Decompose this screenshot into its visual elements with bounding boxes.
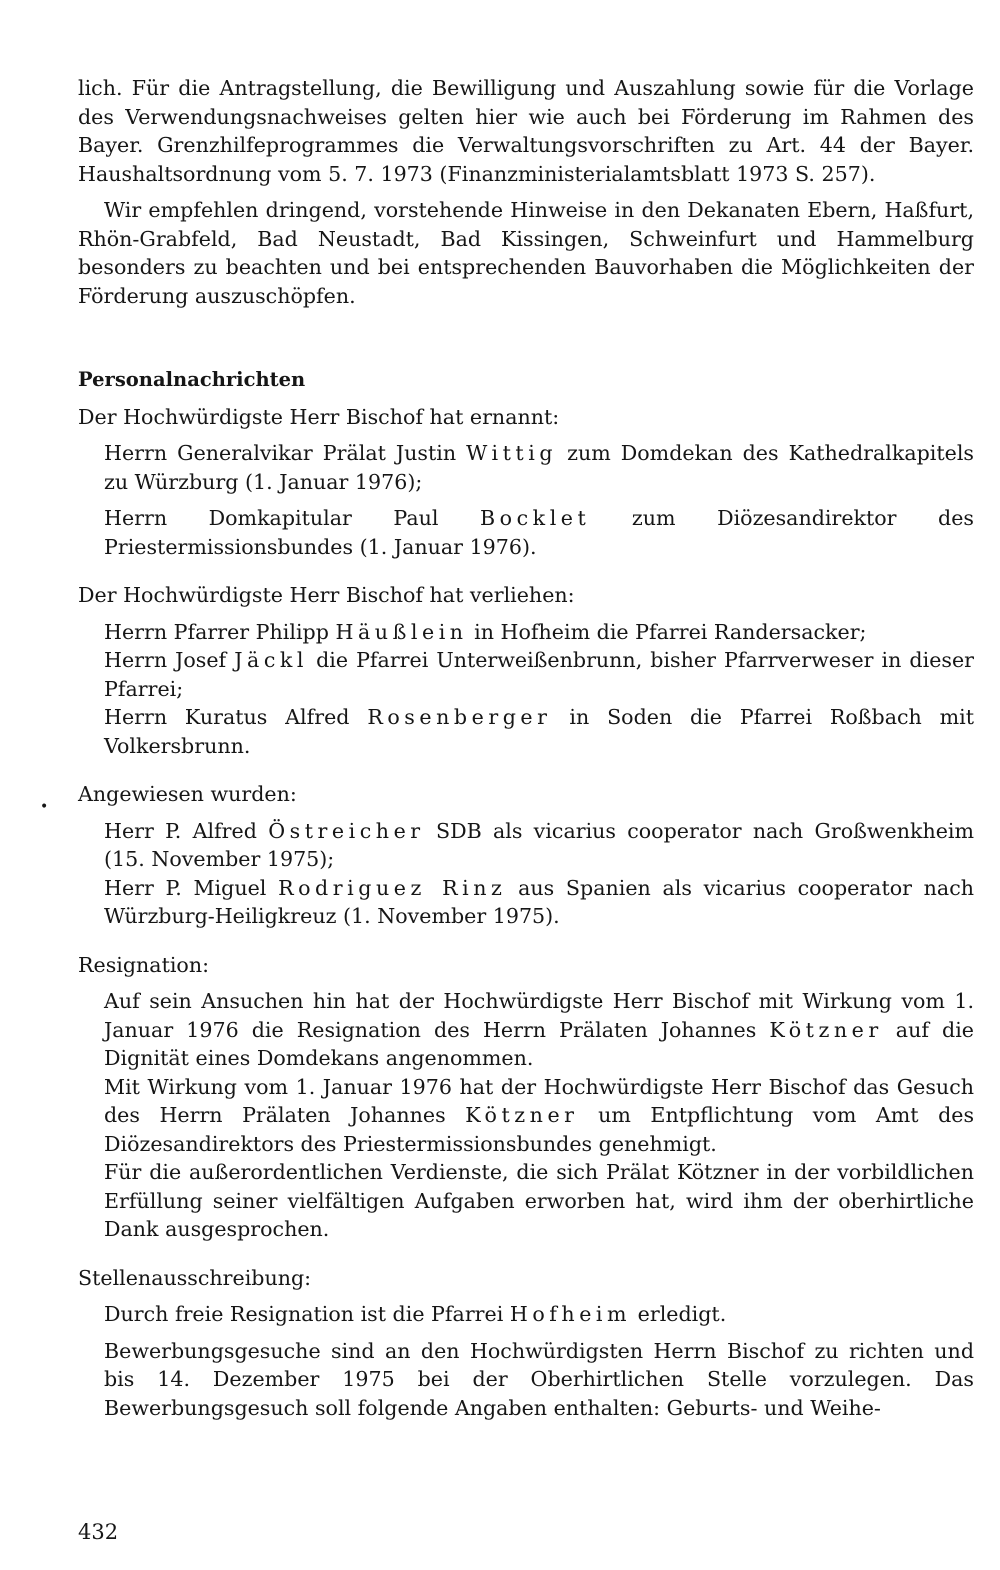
verliehen-label: Der Hochwürdigste Herr Bischof hat verliehen: <box>78 583 575 607</box>
entry-text: in Hofheim die Pfarrei Randersacker; <box>474 619 867 644</box>
resignation-entry-1 <box>104 987 974 1073</box>
entry-text: Durch freie Resignation ist die Pfarrei <box>104 1302 504 1326</box>
person-name: Bocklet <box>480 506 591 530</box>
resignation-label: Resignation: <box>78 952 210 977</box>
entry-text: die Pfarrei Unterweißenbrunn, bisher Pfarrverweser in dieser Pfarrei; <box>104 648 974 701</box>
stellen-entry-1 <box>104 1300 974 1329</box>
section-heading-personalnachrichten: Personalnachrichten <box>78 368 306 391</box>
angewiesen-entry-1 <box>104 817 974 874</box>
person-name: Jäckl <box>234 648 309 672</box>
person-name: Wittig <box>466 441 558 465</box>
document-page <box>78 74 974 1422</box>
entry-text: Mit Wirkung vom 1. Januar 1976 hat der Hochwürdigste Herr Bischof das Gesuch des Herrn Prälaten Johannes <box>104 1074 974 1127</box>
continuation-paragraph-2: Wir empfehlen dringend, vorstehende Hinweise in den Dekanaten Ebern, Haßfurt, Rhön-Grabfeld, Bad Neustadt, Bad Kissingen, Schweinfurt und Hammelburg besonders zu beachten und bei entsprechenden Bauvorhaben die Möglichkeiten der Förderung auszuschöpfen. <box>78 198 974 308</box>
entry-text: auf die Dignität eines Domdekans angenommen. <box>104 1017 974 1070</box>
entry-text: um Entpflichtung vom Amt des Diözesandirektors des Priestermissionsbundes genehmigt. <box>104 1103 975 1156</box>
person-name: Östreicher <box>268 818 425 843</box>
verliehen-entry-1 <box>104 618 974 647</box>
entry-text: zum Diözesandirektor des Priestermissionsbundes (1. Januar 1976). <box>104 506 974 559</box>
angewiesen-label: Angewiesen wurden: <box>78 782 297 806</box>
parish-name: Hofheim <box>509 1302 632 1326</box>
entry-text: Auf sein Ansuchen hin hat der Hochwürdigste Herr Bischof mit Wirkung vom 1. Januar 1976 die Resignation des Herrn Prälaten Johannes <box>104 989 974 1042</box>
entry-text: Herrn Pfarrer Philipp <box>104 619 329 644</box>
person-name: Rosenberger <box>367 705 552 729</box>
person-name: Kötzner <box>769 1017 883 1042</box>
verliehen-entry-3 <box>104 703 974 760</box>
stray-mark: • <box>40 799 49 815</box>
entry-text: zum Domdekan des Kathedralkapitels zu Würzburg (1. Januar 1976); <box>104 441 974 494</box>
entry-text: aus Spanien als vicarius cooperator nach Würzburg-Heiligkreuz (1. November 1975). <box>104 875 974 928</box>
entry-text: in Soden die Pfarrei Roßbach mit Volkersbrunn. <box>104 705 975 758</box>
entry-text: SDB als vicarius cooperator nach Großwenkheim (15. November 1975); <box>104 818 975 871</box>
ernannt-entry-1 <box>104 439 974 496</box>
entry-text: Herr P. Alfred <box>104 818 257 843</box>
person-name: Rodriguez Rinz <box>278 875 507 900</box>
entry-text: Herrn Generalvikar Prälat Justin <box>104 441 457 465</box>
entry-text: Herrn Josef <box>104 648 227 672</box>
entry-text: Herr P. Miguel <box>104 875 267 900</box>
page-number: 432 <box>78 1520 119 1544</box>
entry-text: Herrn Domkapitular Paul <box>104 506 439 530</box>
resignation-entry-3: Für die außerordentlichen Verdienste, die sich Prälat Kötzner in der vorbildlichen Erfüllung seiner vielfältigen Aufgaben erworben hat, wird ihm der oberhirtliche Dank ausgesprochen. <box>104 1160 974 1241</box>
person-name: Kötzner <box>465 1103 579 1127</box>
resignation-entry-2 <box>104 1073 974 1159</box>
person-name: Häußlein <box>335 619 468 644</box>
ernannt-entry-2 <box>104 504 974 561</box>
entry-text: erledigt. <box>637 1302 727 1326</box>
stellenausschreibung-label: Stellenausschreibung: <box>78 1265 312 1290</box>
verliehen-entry-2 <box>104 646 974 703</box>
entry-text: Herrn Kuratus Alfred <box>104 705 350 729</box>
ernannt-label: Der Hochwürdigste Herr Bischof hat ernannt: <box>78 404 560 429</box>
angewiesen-entry-2 <box>104 874 974 931</box>
continuation-paragraph-1: lich. Für die Antragstellung, die Bewilligung und Auszahlung sowie für die Vorlage des Verwendungsnachweises gelten hier wie auch bei Förderung im Rahmen des Bayer. Grenzhilfeprogrammes die Verwaltungsvorschriften zu Art. 44 der Bayer. Haushaltsordnung vom 5. 7. 1973 (Finanzministerialamtsblatt 1973 S. 257). <box>78 76 974 186</box>
stellen-entry-2: Bewerbungsgesuche sind an den Hochwürdigsten Herrn Bischof zu richten und bis 14. Dezember 1975 bei der Oberhirtlichen Stelle vorzulegen. Das Bewerbungsgesuch soll folgende Angaben enthalten: Geburts- und Weihe- <box>104 1338 974 1420</box>
